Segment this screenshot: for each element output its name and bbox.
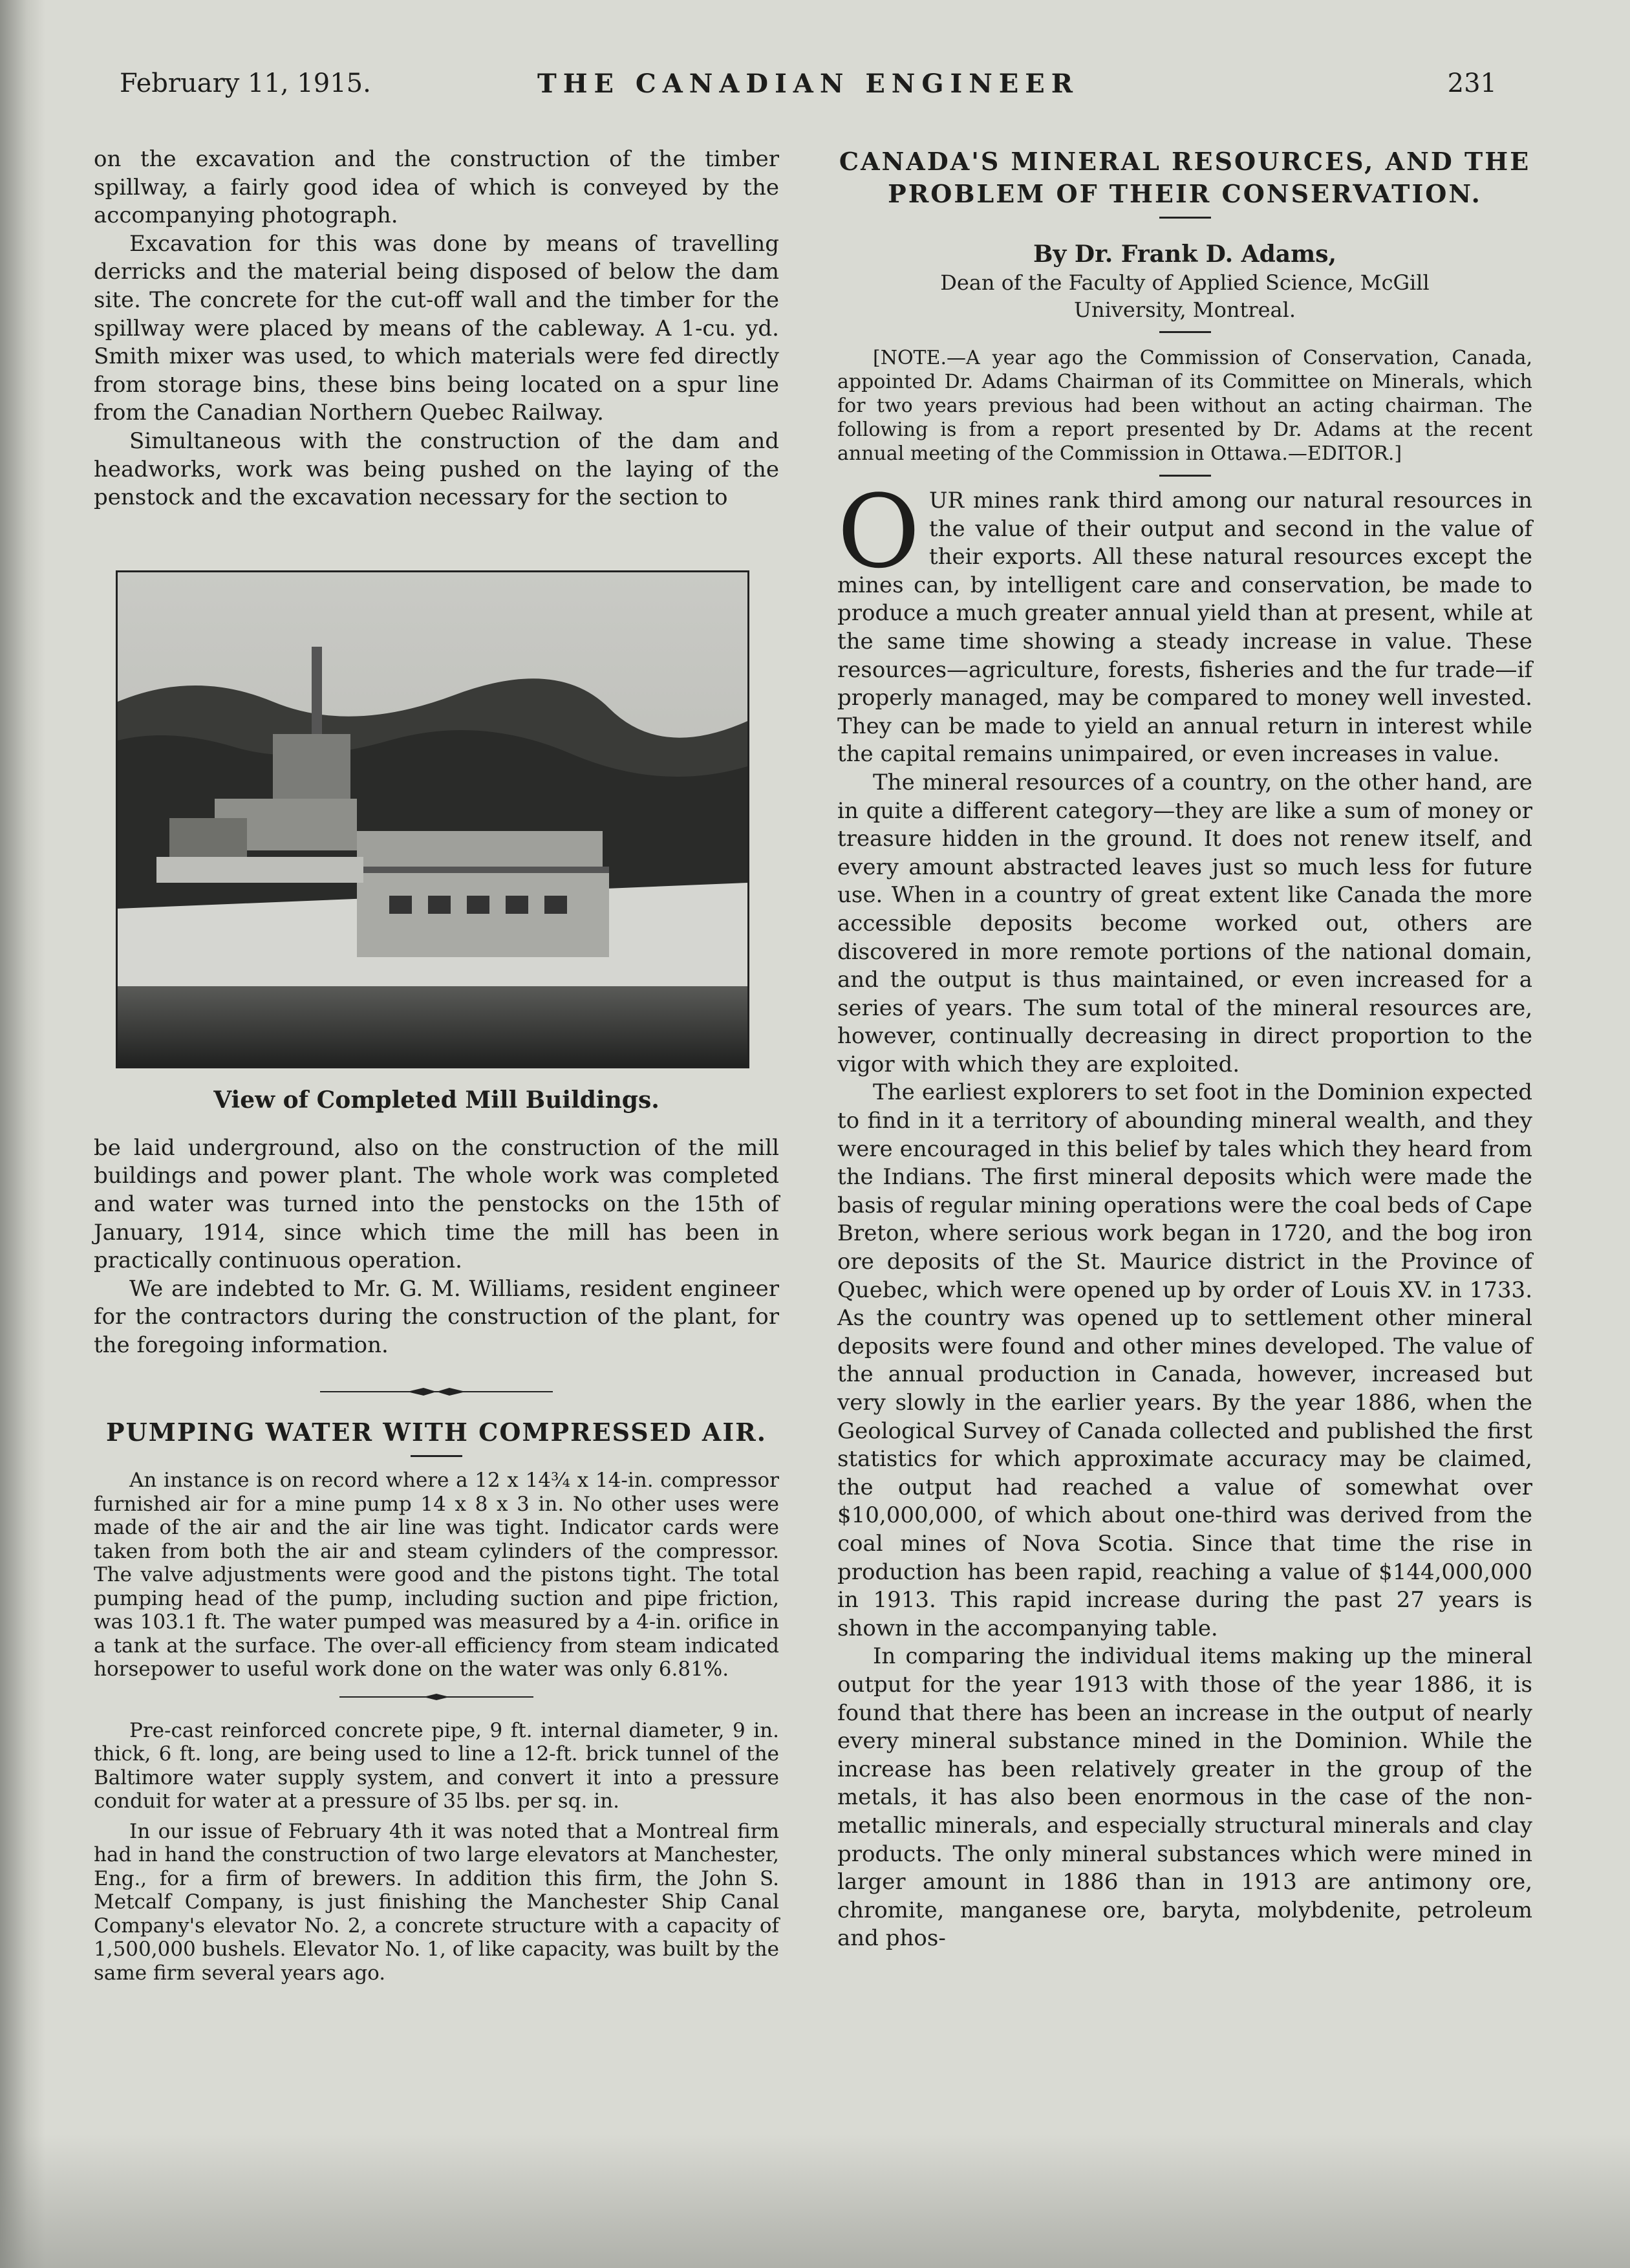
section-divider-ornament bbox=[320, 1385, 553, 1398]
paragraph: The earliest explorers to set foot in the Dominion expected to find in it a territory of abounding mineral wealth, and they were encouraged in this belief by tales which they heard from the Indians. The first mineral deposits which were made the basis of regular mining operations were the coal beds of Cape Breton, where serious work began in 1720, and the bog iron ore deposits of the St. Maurice district in the Province of Quebec, which were opened up by order of Louis XV. in 1733. As the country was opened up to settlement other mineral deposits were found and other mines developed. The value of the annual production in Canada, however, increased but very slowly in the earlier years. By the year 1886, when the Geological Survey of Canada collected and published the first statistics for which approximate accuracy may be claimed, the output had reached a value of somewhat over $10,000,000, of which about one-third was derived from the coal mines of Nova Scotia. Since that time the rise in production has been rapid, reaching a value of $144,000,000 in 1913. This rapid increase during the past 27 years is shown in the accompanying table. bbox=[837, 1079, 1532, 1641]
paragraph: In comparing the individual items making up the mineral output for the year 1913 with those of the year 1886, it is found that there has been an increase in the output of nearly every mineral substance mined in the Dominion. While the increase has been relatively greater in the group of the metals, it has also been enormous in the case of the non-metallic minerals, and especially structural minerals and clay products. The only mineral substances which were mined in larger amount in 1886 than in 1913 are antimony ore, chromite, manganese ore, baryta, molybdenite, petroleum and phos- bbox=[837, 1643, 1532, 1952]
header-journal-title: THE CANADIAN ENGINEER bbox=[537, 69, 1080, 99]
article-title-line-1: CANADA'S MINERAL RESOURCES, AND THE bbox=[839, 147, 1531, 176]
mill-buildings-photo bbox=[116, 570, 749, 1068]
editor-note: [NOTE.—A year ago the Commission of Conservation, Canada, appointed Dr. Adams Chairman of its Committee on Minerals, which for two years previous had been without an acting chairman. The following is from a report presented by Dr. Adams at the recent annual meeting of the Commission in Ottawa.—EDITOR.] bbox=[837, 347, 1532, 465]
paragraph-with-dropcap bbox=[837, 473, 1532, 769]
page-gutter-shadow bbox=[0, 0, 45, 2268]
paragraph: Simultaneous with the construction of the dam and headworks, work was being pushed on the laying of the penstock and the excavation necessary for the section to bbox=[94, 427, 779, 511]
right-column bbox=[837, 146, 1532, 1953]
byline-rule bbox=[1159, 331, 1211, 333]
elevator-article-text: In our issue of February 4th it was noted that a Montreal firm had in hand the construction of two large elevators at Manchester, Eng., for a firm of brewers. In addition this firm, the John S. Metcalf Company, is just finishing the Manchester Ship Canal Company's elevator No. 2, a concrete structure with a capacity of 1,500,000 bushels. Elevator No. 1, of like capacity, was built by the same firm several years ago. bbox=[94, 1819, 779, 1985]
author-affiliation-line-2: University, Montreal. bbox=[1073, 297, 1296, 322]
drop-cap: O bbox=[837, 473, 920, 590]
page-bottom-shadow bbox=[0, 2134, 1630, 2268]
page-header bbox=[120, 62, 1497, 107]
title-rule bbox=[1159, 217, 1211, 219]
paragraph: The mineral resources of a country, on the other hand, are in quite a different category—they are like a sum of money or treasure hidden in the ground. It does not renew itself, and every amount abstracted leaves just so much less for future use. When in a country of great extent like Canada the more accessible deposits become worked out, others are discovered in more remote portions of the national domain, and the output is thus maintained, or even increased for a series of years. The sum total of the mineral resources are, however, continually decreasing in direct proportion to the vigor with which they are exploited. bbox=[837, 769, 1532, 1077]
header-date: February 11, 1915. bbox=[120, 69, 371, 98]
note-rule bbox=[1159, 475, 1211, 477]
paragraph-text: UR mines rank third among our natural resources in the value of their output and second in the value of their exports. All these natural resources except the mines can, by intelligent care and conservation, be made to produce a much greater annual yield than at present, while at the same time showing a steady increase in value. These resources—agriculture, forests, fisheries and the fur trade—if properly managed, may be compared to money well invested. They can be made to yield an annual return in interest while the capital remains unimpaired, or even increases in value. bbox=[837, 488, 1532, 768]
pumping-article-text: An instance is on record where a 12 x 14¾ x 14-in. compressor furnished air for a mine pump 14 x 8 x 3 in. No other uses were made of the air and the air line was tight. Indicator cards were taken from both the air and steam cylinders of the compressor. The valve adjustments were good and the pistons tight. The total pumping head of the pump, including suction and pipe friction, was 103.1 ft. The water pumped was measured by a 4-in. orifice in a tank at the surface. The over-all efficiency from steam indicated horsepower to useful work done on the water was only 6.81%. bbox=[94, 1469, 779, 1681]
section-divider-ornament bbox=[339, 1692, 533, 1702]
title-rule bbox=[411, 1455, 462, 1457]
photo-illustration bbox=[118, 572, 747, 1066]
photo-caption: View of Completed Mill Buildings. bbox=[213, 1086, 660, 1114]
left-column bbox=[94, 146, 779, 1985]
author-affiliation-line-1: Dean of the Faculty of Applied Science, McGill bbox=[940, 270, 1430, 295]
pumping-article-title: PUMPING WATER WITH COMPRESSED AIR. bbox=[106, 1418, 767, 1447]
paragraph: We are indebted to Mr. G. M. Williams, resident engineer for the contractors during the construction of the plant, for the foregoing information. bbox=[94, 1275, 779, 1358]
article-title-line-2: PROBLEM OF THEIR CONSERVATION. bbox=[888, 179, 1482, 208]
paragraph: be laid underground, also on the construction of the mill buildings and power plant. The whole work was completed and water was turned into the penstocks on the 15th of January, 1914, since which time the mill has been in practically continuous operation. bbox=[94, 1134, 779, 1274]
paragraph: on the excavation and the construction of the timber spillway, a fairly good idea of which is conveyed by the accompanying photograph. bbox=[94, 146, 779, 229]
paragraph: Excavation for this was done by means of travelling derricks and the material being disposed of below the dam site. The concrete for the cut-off wall and the timber for the spillway were placed by means of the cableway. A 1-cu. yd. Smith mixer was used, to which materials were fed directly from storage bins, these bins being located on a spur line from the Canadian Northern Quebec Railway. bbox=[94, 230, 779, 426]
pipe-article-text: Pre-cast reinforced concrete pipe, 9 ft. internal diameter, 9 in. thick, 6 ft. long, are being used to line a 12-ft. brick tunnel of the Baltimore water supply system, and convert it into a pressure conduit for water at a pressure of 35 lbs. per sq. in. bbox=[94, 1718, 779, 1813]
header-page-number: 231 bbox=[1447, 69, 1497, 98]
author-byline: By Dr. Frank D. Adams, bbox=[1033, 241, 1337, 268]
